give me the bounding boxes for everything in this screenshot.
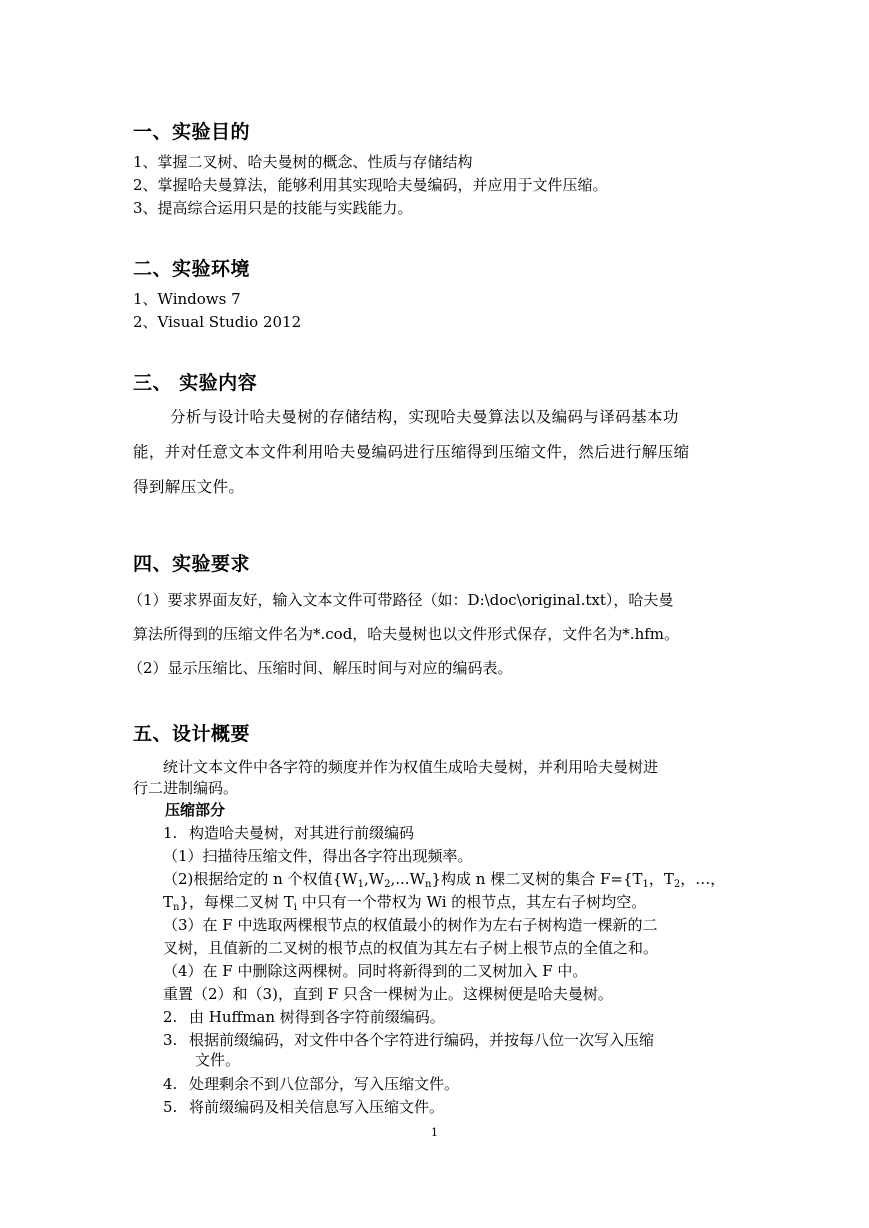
subscript-tn: n bbox=[173, 902, 180, 913]
step-4-text: 处理剩余不到八位部分，写入压缩文件。 bbox=[189, 1075, 460, 1093]
sub-step-2-text-d: }构成 n 棵二叉树的集合 F={T bbox=[431, 870, 643, 888]
subscript-t2: 2 bbox=[673, 879, 681, 890]
section-title-design: 五、设计概要 bbox=[133, 723, 251, 745]
sub-step-2b-text-b: }，每棵二叉树 T bbox=[179, 893, 294, 911]
step-3-number: 3. bbox=[163, 1031, 178, 1049]
requirement-line-3: （2）显示压缩比、压缩时间、解压时间与对应的编码表。 bbox=[128, 659, 513, 677]
requirement-line-1: （1）要求界面友好，输入文本文件可带路径（如：D:\doc\original.txt），哈夫曼 bbox=[128, 591, 674, 609]
objective-item-3: 3、提高综合运用只是的技能与实践能力。 bbox=[133, 199, 413, 217]
step-2 bbox=[163, 1007, 445, 1027]
step-2-text: 由 Huffman 树得到各字符前缀编码。 bbox=[189, 1008, 445, 1026]
sub-step-2-text-b: ,W bbox=[363, 870, 385, 888]
design-intro-line-1: 统计文本文件中各字符的频度并作为权值生成哈夫曼树，并利用哈夫曼树进 bbox=[163, 758, 659, 776]
step-3-text: 根据前缀编码，对文件中各个字符进行编码，并按每八位一次写入压缩 bbox=[189, 1031, 655, 1049]
sub-step-2-text-e: ，T bbox=[648, 870, 674, 888]
sub-step-1: （1）扫描待压缩文件，得出各字符出现频率。 bbox=[163, 847, 473, 865]
content-line-2: 能，并对任意文本文件利用哈夫曼编码进行压缩得到压缩文件，然后进行解压缩 bbox=[133, 443, 690, 461]
step-5 bbox=[163, 1097, 444, 1117]
step-2-number: 2. bbox=[163, 1008, 178, 1026]
sub-step-2-text-f: ，…， bbox=[680, 870, 726, 888]
step-4-number: 4. bbox=[163, 1075, 178, 1093]
sub-step-3-line-1: （3）在 F 中选取两棵根节点的权值最小的树作为左右子树构造一棵新的二 bbox=[163, 916, 658, 934]
sub-step-2-text-a: （2)根据给定的 n 个权值{W bbox=[163, 870, 358, 888]
step-5-number: 5. bbox=[163, 1098, 178, 1116]
section-title-content: 三、 实验内容 bbox=[133, 372, 258, 394]
subscript-1: 1 bbox=[357, 879, 364, 890]
requirement-line-2: 算法所得到的压缩文件名为*.cod，哈夫曼树也以文件形式保存，文件名为*.hfm。 bbox=[133, 625, 680, 643]
content-line-1: 分析与设计哈夫曼树的存储结构，实现哈夫曼算法以及编码与译码基本功 bbox=[170, 408, 679, 426]
section-title-requirements: 四、实验要求 bbox=[133, 553, 251, 575]
step-5-text: 将前缀编码及相关信息写入压缩文件。 bbox=[189, 1098, 445, 1116]
section-title-objectives: 一、实验目的 bbox=[133, 121, 251, 143]
sub-step-2b-text-c: 中只有一个带权为 Wi 的根节点，其左右子树均空。 bbox=[297, 893, 647, 911]
environment-item-2: 2、Visual Studio 2012 bbox=[133, 313, 302, 331]
subscript-2: 2 bbox=[384, 879, 391, 890]
step-1 bbox=[163, 823, 414, 843]
step-1-number: 1. bbox=[163, 824, 178, 842]
sub-step-2b-text-a: T bbox=[163, 893, 174, 911]
repeat-step: 重置（2）和（3)，直到 F 只含一棵树为止。这棵树便是哈夫曼树。 bbox=[163, 985, 613, 1003]
section-title-environment: 二、实验环境 bbox=[133, 258, 251, 280]
content-line-3: 得到解压文件。 bbox=[133, 478, 245, 496]
subscript-n: n bbox=[425, 879, 432, 890]
step-1-text: 构造哈夫曼树，对其进行前缀编码 bbox=[189, 824, 415, 842]
step-4 bbox=[163, 1074, 459, 1094]
subscript-ti: i bbox=[293, 902, 297, 913]
sub-step-2-text-c: ,...W bbox=[390, 870, 425, 888]
design-intro-line-2: 行二进制编码。 bbox=[133, 779, 239, 797]
objective-item-2: 2、掌握哈夫曼算法，能够利用其实现哈夫曼编码，并应用于文件压缩。 bbox=[133, 176, 608, 194]
environment-item-1: 1、Windows 7 bbox=[133, 290, 241, 308]
compression-subtitle: 压缩部分 bbox=[165, 801, 226, 819]
objective-item-1: 1、掌握二叉树、哈夫曼树的概念、性质与存储结构 bbox=[133, 153, 473, 171]
subscript-t1: 1 bbox=[642, 879, 649, 890]
page-number: 1 bbox=[431, 1126, 438, 1139]
step-3 bbox=[163, 1030, 654, 1050]
sub-step-3-line-2: 叉树，且值新的二叉树的根节点的权值为其左右子树上根节点的全值之和。 bbox=[163, 939, 659, 957]
step-3-cont: 文件。 bbox=[195, 1051, 241, 1069]
sub-step-4: （4）在 F 中删除这两棵树。同时将新得到的二叉树加入 F 中。 bbox=[163, 962, 588, 980]
